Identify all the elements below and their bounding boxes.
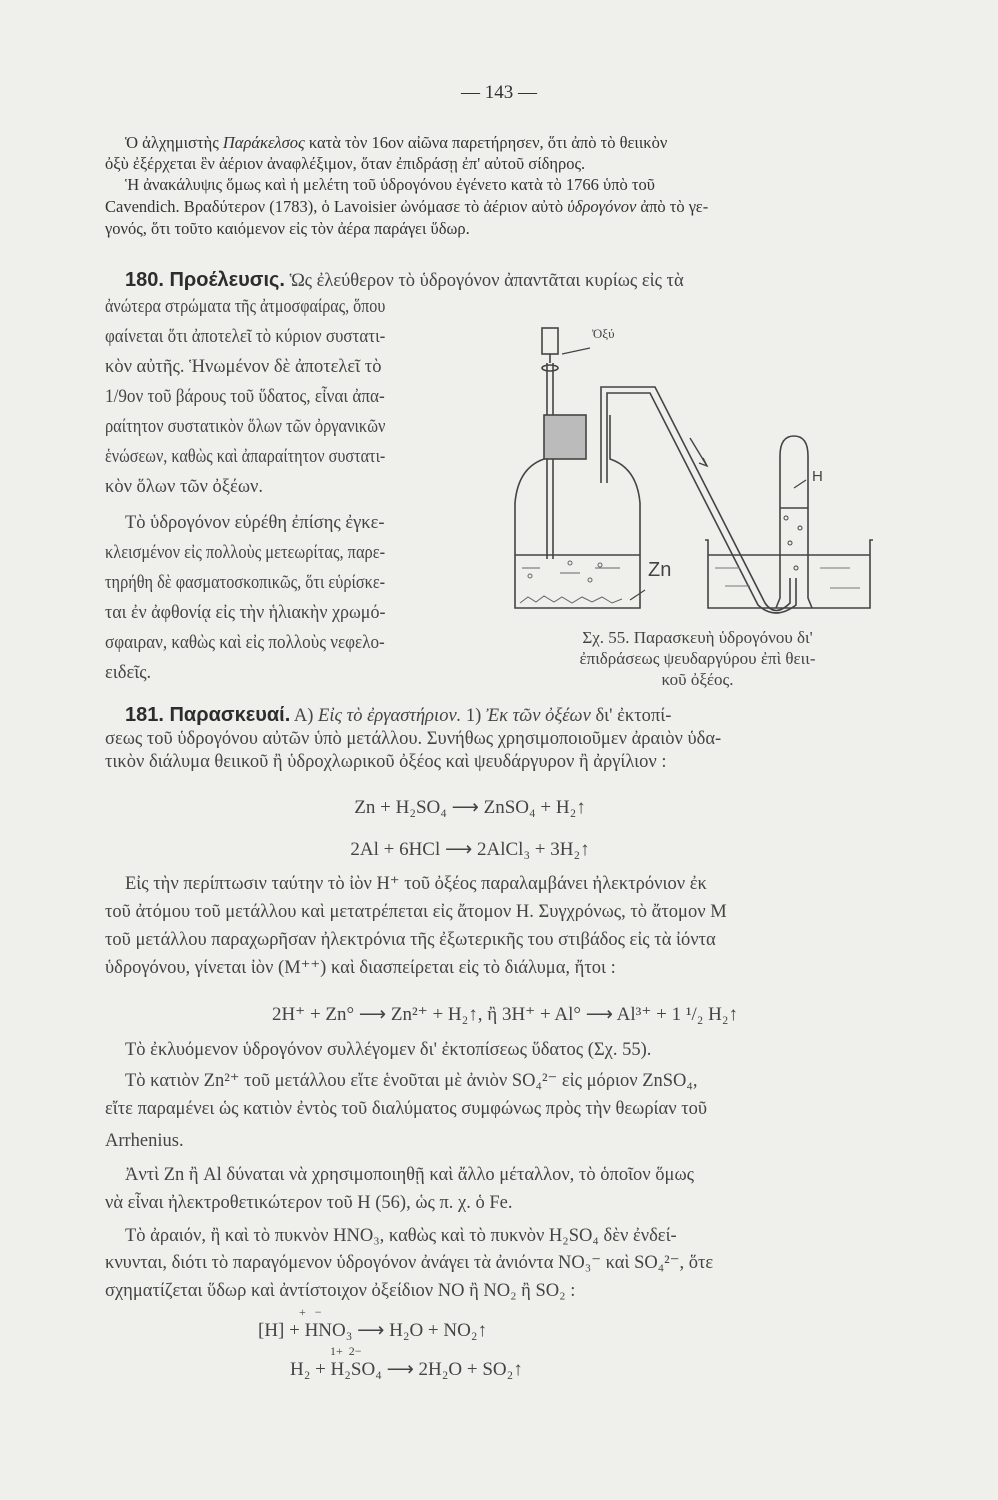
figure-hydrogen-apparatus <box>500 318 900 623</box>
text-line: νὰ εἶναι ἠλεκτροθετικώτερον τοῦ H (56), ὡς π. χ. ὁ Fe. <box>105 1193 513 1213</box>
text-line: Τὸ ἀραιόν, ἢ καὶ τὸ πυκνὸν HNO₃, καθὼς καὶ τὸ πυκνὸν H₂SO₄ δὲν ἐνδεί- <box>125 1226 677 1246</box>
stopper <box>544 415 586 459</box>
equation: Zn + H₂SO₄ ⟶ ZnSO₄ + H₂↑ <box>354 797 586 818</box>
text-line <box>105 196 905 217</box>
text-line: εἴτε παραμένει ὡς κατιὸν ἐντὸς τοῦ διαλύματος συμφώνως πρὸς τὴν θεωρίαν τοῦ <box>105 1099 708 1119</box>
text: Ὁ ἀλχημιστὴς <box>125 133 223 152</box>
text-line: Τὸ ἐκλυόμενον ὑδρογόνον συλλέγομεν δι' ἐκτοπίσεως ὕδατος (Σχ. 55). <box>125 1040 652 1060</box>
section-heading: 181. Παρασκευαί. <box>125 704 291 726</box>
text: Cavendich. Βραδύτερον (1783), ὁ Lavoisier ὠνόμασε τὸ ἀέριον αὐτὸ <box>105 197 568 216</box>
text-line: φαίνεται ὅτι ἀποτελεῖ τὸ κύριον συστατι- <box>105 327 386 347</box>
section-181-first-line <box>125 704 905 726</box>
equation: 2Al + 6HCl ⟶ 2AlCl₃ + 3H₂↑ <box>350 839 590 860</box>
apparatus-drawing <box>500 318 900 623</box>
zinc-pieces <box>520 596 622 603</box>
text-line: 1/9ον τοῦ βάρους τοῦ ὕδατος, εἶναι ἀπα- <box>105 387 385 407</box>
text-line: ὀξὺ ἐξέρχεται ἓν ἀέριον ἀναφλέξιμον, ὅταν ἐπιδράσῃ ἐπ' αὐτοῦ σίδηρος. <box>105 154 586 173</box>
text-line: κνυνται, διότι τὸ παραγόμενον ὑδρογόνον ἀνάγει τὰ ἀνιόντα NO₃⁻ καὶ SO₄²⁻, ὅτε <box>105 1253 714 1273</box>
text: Α) <box>290 706 319 726</box>
text-line <box>125 132 905 153</box>
italic-subheading: Εἰς τὸ ἐργαστήριον. <box>318 706 462 726</box>
text-line: Τὸ ὑδρογόνον εὑρέθη ἐπίσης ἐγκε- <box>125 513 385 533</box>
collection-tube <box>776 436 812 608</box>
text-line: τικὸν διάλυμα θειικοῦ ἢ ὑδροχλωρικοῦ ὀξέος καὶ ψευδάργυρον ἢ ἀργίλιον : <box>105 752 667 772</box>
label-zinc: Zn <box>648 559 672 581</box>
text-line: Arrhenius. <box>105 1131 184 1151</box>
text-line: γονός, ὅτι τοῦτο καιόμενον εἰς τὸν ἀέρα παράγει ὕδωρ. <box>105 219 470 238</box>
delivery-tube <box>601 387 790 611</box>
equation: [H] + HNO₃ ⟶ H₂O + NO₂↑ <box>258 1320 487 1341</box>
text: Ὡς ἐλεύθερον τὸ ὑδρογόνον ἀπαντᾶται κυρίως εἰς τὰ <box>285 271 684 291</box>
text-line: ραίτητον συστατικὸν ὅλων τῶν ὀργανικῶν <box>105 417 386 437</box>
label-acid: Ὀξύ <box>592 326 615 341</box>
figure-caption-line: ἐπιδράσεως ψευδαργύρου ἐπὶ θειι- <box>579 649 816 668</box>
figure-caption-line: κοῦ ὀξέος. <box>661 670 734 689</box>
label-hydrogen: H <box>812 468 823 485</box>
text-line: Τὸ κατιὸν Zn²⁺ τοῦ μετάλλου εἴτε ἑνοῦται μὲ ἀνιὸν SO₄²⁻ εἰς μόριον ZnSO₄, <box>125 1071 698 1091</box>
text-line: ειδεῖς. <box>105 663 152 683</box>
text-line: Εἰς τὴν περίπτωσιν ταύτην τὸ ἰὸν H⁺ τοῦ ὀξέος παραλαμβάνει ἠλεκτρόνιον ἐκ <box>125 874 707 894</box>
text: δι' ἐκτοπί- <box>590 706 672 726</box>
text-line: τηρήθη δὲ φασματοσκοπικῶς, ὅτι εὑρίσκε- <box>105 573 386 593</box>
text-line: ἀνώτερα στρώματα τῆς ἀτμοσφαίρας, ὅπου <box>105 297 386 317</box>
text-line: τοῦ ἀτόμου τοῦ μετάλλου καὶ μετατρέπεται εἰς ἄτομον H. Συγχρόνως, τὸ ἄτομον M <box>105 902 727 922</box>
italic-name: Παράκελσος <box>222 133 305 152</box>
equation: H₂ + H₂SO₄ ⟶ 2H₂O + SO₂↑ <box>290 1359 523 1380</box>
section-180-first-line <box>125 268 905 292</box>
text-line: ται ἐν ἀφθονίᾳ εἰς τὴν ἡλιακὴν χρωμό- <box>105 603 386 623</box>
italic-subheading: Ἐκ τῶν ὀξέων <box>485 706 591 726</box>
text-line: τοῦ μετάλλου παραχωρῆσαν ἠλεκτρόνια τῆς ἐξωτερικῆς του στιβάδος εἰς τὰ ἰόντα <box>105 930 716 950</box>
text-line: σχηματίζεται ὕδωρ καὶ ἀντίστοιχον ὀξείδιον NO ἢ NO₂ ἢ SO₂ : <box>105 1281 576 1301</box>
oxidation-charges: 1+ 2− <box>330 1344 362 1358</box>
acid-funnel <box>542 328 558 354</box>
text-line: σφαιραν, καθὼς καὶ εἰς πολλοὺς νεφελο- <box>105 633 385 653</box>
text: ἀπὸ τὸ γε- <box>636 197 709 216</box>
section-heading: 180. Προέλευσις. <box>125 269 285 291</box>
oxidation-charges: + − <box>299 1305 322 1319</box>
text-line: σεως τοῦ ὑδρογόνου αὐτῶν ὑπὸ μετάλλου. Συνήθως χρησιμοποιοῦμεν ἀραιὸν ὑδα- <box>105 729 722 749</box>
page-number: — 143 — <box>461 82 537 103</box>
text: 1) <box>461 706 486 726</box>
text-line: Ἀντὶ Zn ἢ Al δύναται νὰ χρησιμοποιηθῇ καὶ ἄλλο μέταλλον, τὸ ὁποῖον ὅμως <box>125 1165 694 1185</box>
text-line: ἑνώσεων, καθὼς καὶ ἀπαραίτητον συστατι- <box>105 447 386 467</box>
text: κατὰ τὸν 16ον αἰῶνα παρετήρησεν, ὅτι ἀπὸ τὸ θειικὸν <box>304 133 668 152</box>
text-line: κὸν ὅλων τῶν ὀξέων. <box>105 477 263 497</box>
text-line: Ἡ ἀνακάλυψις ὅμως καὶ ἡ μελέτη τοῦ ὑδρογόνου ἐγένετο κατὰ τὸ 1766 ὑπὸ τοῦ <box>125 175 655 194</box>
equation: 2H⁺ + Zn° ⟶ Zn²⁺ + H₂↑, ἢ 3H⁺ + Al° ⟶ Al³⁺ + 1 ¹/₂ H₂↑ <box>271 1004 739 1025</box>
stopcock <box>542 365 558 371</box>
italic-term: ὑδρογόνον <box>567 197 637 216</box>
figure-caption-line: Σχ. 55. Παρασκευὴ ὑδρογόνου δι' <box>582 628 813 647</box>
text-line: κὸν αὐτῆς. Ἡνωμένον δὲ ἀποτελεῖ τὸ <box>105 357 382 377</box>
text-line: ὑδρογόνου, γίνεται ἰὸν (M⁺⁺) καὶ διασπείρεται εἰς τὸ διάλυμα, ἤτοι : <box>105 958 616 978</box>
text-line: κλεισμένον εἰς πολλοὺς μετεωρίτας, παρε- <box>105 543 386 563</box>
